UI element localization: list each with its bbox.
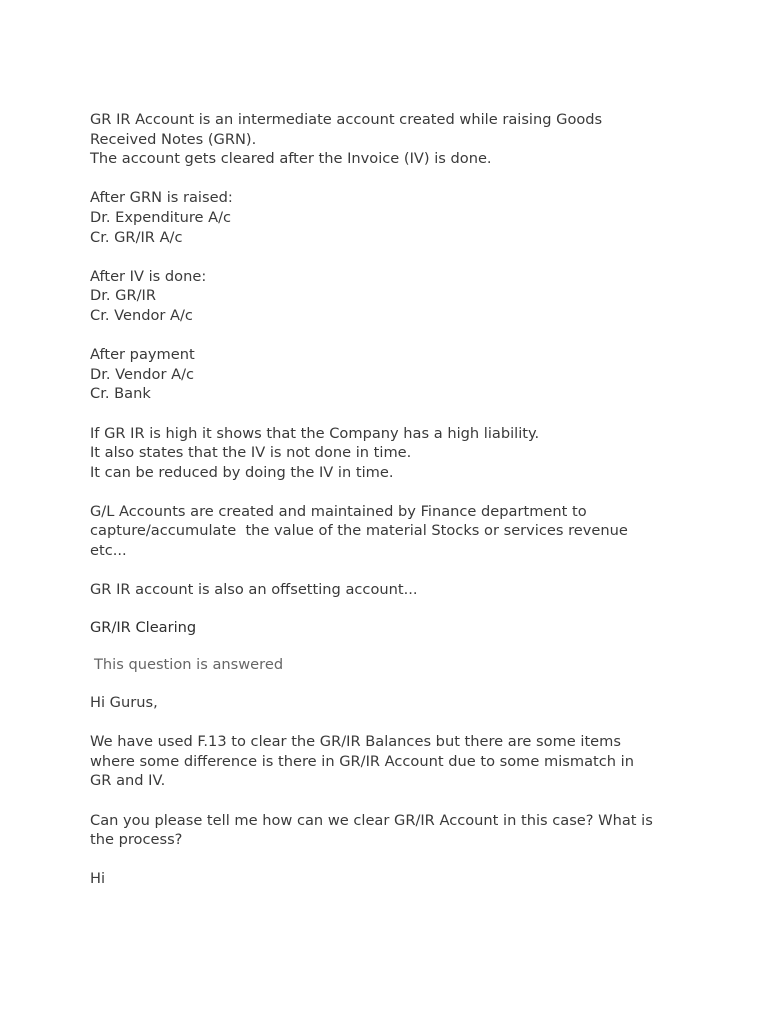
debit-line: Dr. Vendor A/c [90, 365, 195, 383]
document-body [90, 110, 690, 889]
intro-line: Received Notes (GRN). [90, 130, 257, 148]
liability-paragraph [90, 424, 690, 483]
answered-status: This question is answered [94, 656, 284, 674]
liability-line: It also states that the IV is not done in time. [90, 444, 412, 462]
gl-line: G/L Accounts are created and maintained by Finance department to [90, 502, 587, 520]
debit-line: Dr. GR/IR [90, 287, 156, 305]
liability-line: If GR IR is high it shows that the Company has a high liability. [90, 424, 540, 442]
offsetting-note: GR IR account is also an offsetting account... [90, 581, 418, 599]
liability-line: It can be reduced by doing the IV in time. [90, 463, 394, 481]
credit-line: Cr. GR/IR A/c [90, 228, 183, 246]
question-paragraph [90, 732, 690, 791]
after-grn-entry [90, 188, 690, 247]
question-line: GR and IV. [90, 772, 166, 790]
section-title: GR/IR Clearing [90, 618, 197, 636]
entry-title: After GRN is raised: [90, 189, 233, 207]
question-line: where some difference is there in GR/IR Account due to some mismatch in [90, 752, 634, 770]
reply-start: Hi [90, 870, 106, 888]
intro-line: The account gets cleared after the Invoice (IV) is done. [90, 150, 492, 168]
greeting: Hi Gurus, [90, 694, 158, 712]
credit-line: Cr. Vendor A/c [90, 306, 193, 324]
ask-paragraph [90, 811, 690, 850]
intro-line: GR IR Account is an intermediate account created while raising Goods [90, 111, 603, 128]
ask-line: Can you please tell me how can we clear GR/IR Account in this case? What is [90, 811, 653, 829]
after-iv-entry [90, 267, 690, 326]
entry-title: After IV is done: [90, 267, 207, 285]
gl-accounts-paragraph [90, 502, 690, 561]
debit-line: Dr. Expenditure A/c [90, 208, 232, 226]
after-payment-entry [90, 345, 690, 404]
credit-line: Cr. Bank [90, 385, 151, 403]
entry-title: After payment [90, 346, 195, 364]
ask-line: the process? [90, 831, 183, 849]
question-line: We have used F.13 to clear the GR/IR Balances but there are some items [90, 733, 621, 751]
gl-line: etc... [90, 542, 127, 560]
intro-paragraph [90, 110, 690, 169]
gl-line: capture/accumulate the value of the material Stocks or services revenue [90, 522, 628, 540]
